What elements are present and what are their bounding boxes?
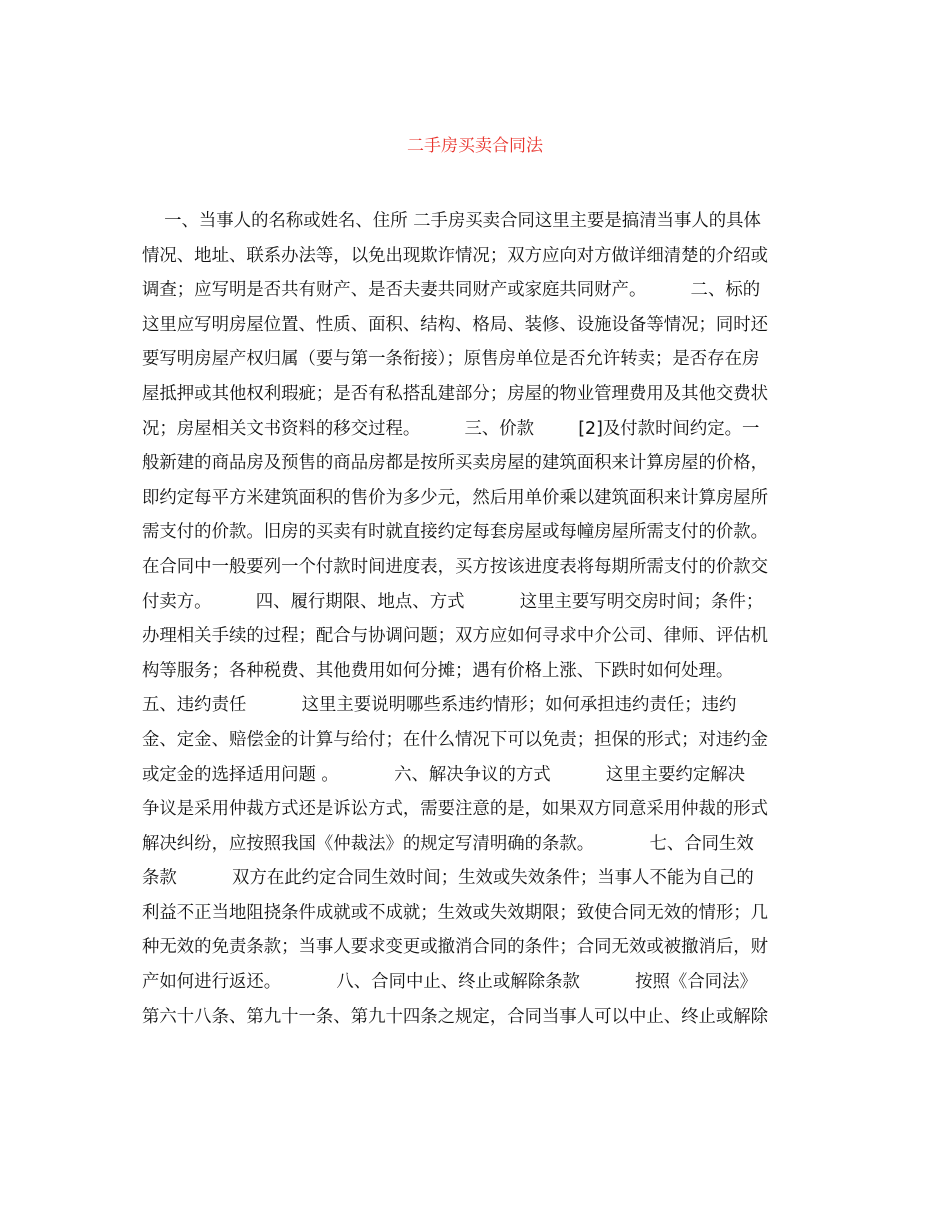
body-line: 况；房屋相关文书资料的移交过程。 三、价款 [2]及付款时间约定。一	[142, 418, 760, 439]
body-line: 在合同中一般要列一个付款时间进度表，买方按该进度表将每期所需支付的价款交	[142, 556, 769, 577]
body-line: 一、当事人的名称或姓名、住所 二手房买卖合同这里主要是搞清当事人的具体	[142, 211, 761, 231]
body-line: 或定金的选择适用问题 。 六、解决争议的方式 这里主要约定解决	[142, 764, 746, 785]
body-line: 金、定金、赔偿金的计算与给付；在什么情况下可以免责；担保的形式；对违约金	[142, 729, 769, 750]
body-line: 付卖方。 四、履行期限、地点、方式 这里主要写明交房时间；条件；	[142, 591, 764, 612]
body-line: 办理相关手续的过程；配合与协调问题；双方应如何寻求中介公司、律师、评估机	[142, 626, 769, 647]
body-line: 争议是采用仲裁方式还是诉讼方式，需要注意的是，如果双方同意采用仲裁的形式	[142, 799, 769, 820]
body-line: 条款 双方在此约定合同生效时间；生效或失效条件；当事人不能为自己的	[142, 868, 754, 889]
body-line: 解决纠纷，应按照我国《仲裁法》的规定写清明确的条款。 七、合同生效	[142, 833, 754, 854]
body-line: 即约定每平方米建筑面积的售价为多少元，然后用单价乘以建筑面积来计算房屋所	[142, 487, 769, 508]
body-line: 产如何进行返还。 八、合同中止、终止或解除条款 按照《合同法》	[142, 972, 757, 993]
document-title: 二手房买卖合同法	[407, 136, 543, 156]
body-line: 这里应写明房屋位置、性质、面积、结构、格局、装修、设施设备等情况；同时还	[142, 314, 769, 335]
body-line: 调查；应写明是否共有财产、是否夫妻共同财产或家庭共同财产。 二、标的	[142, 280, 761, 301]
body-line: 要写明房屋产权归属（要与第一条衔接）；原售房单位是否允许转卖；是否存在房	[142, 349, 760, 370]
body-line: 般新建的商品房及预售的商品房都是按所买卖房屋的建筑面积来计算房屋的价格，	[142, 453, 769, 474]
body-line: 利益不正当地阻挠条件成就或不成就；生效或失效期限；致使合同无效的情形；几	[142, 902, 769, 923]
body-line: 屋抵押或其他权利瑕疵；是否有私搭乱建部分；房屋的物业管理费用及其他交费状	[142, 383, 769, 404]
body-line: 需支付的价款。旧房的买卖有时就直接约定每套房屋或每幢房屋所需支付的价款。	[142, 522, 769, 543]
body-line: 种无效的免责条款；当事人要求变更或撤消合同的条件；合同无效或被撤消后，财	[142, 937, 769, 958]
document-body	[142, 204, 812, 1034]
body-line: 第六十八条、第九十一条、第九十四条之规定，合同当事人可以中止、终止或解除	[142, 1006, 769, 1027]
body-line: 构等服务；各种税费、其他费用如何分摊；遇有价格上涨、下跌时如何处理。	[142, 660, 734, 681]
body-line: 五、违约责任 这里主要说明哪些系违约情形；如何承担违约责任；违约	[142, 695, 737, 716]
body-line: 情况、地址、联系办法等，以免出现欺诈情况；双方应向对方做详细清楚的介绍或	[142, 245, 769, 266]
